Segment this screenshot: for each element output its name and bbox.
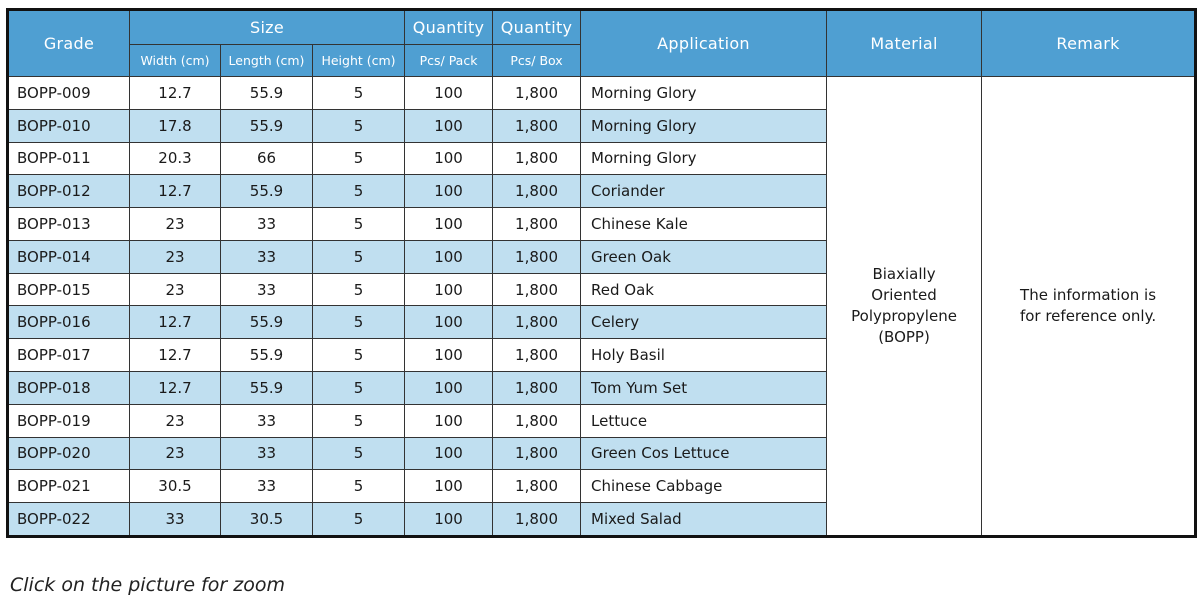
width-cell: 23 <box>130 273 221 306</box>
application-cell: Morning Glory <box>581 77 827 110</box>
grade-cell: BOPP-011 <box>8 142 130 175</box>
pcs-pack-cell: 100 <box>405 142 493 175</box>
application-cell: Tom Yum Set <box>581 372 827 405</box>
material-cell <box>827 77 982 537</box>
width-cell: 23 <box>130 404 221 437</box>
width-cell: 30.5 <box>130 470 221 503</box>
application-cell: Holy Basil <box>581 339 827 372</box>
length-cell: 66 <box>221 142 313 175</box>
width-cell: 23 <box>130 208 221 241</box>
pcs-box-cell: 1,800 <box>493 503 581 537</box>
application-cell: Green Oak <box>581 240 827 273</box>
application-cell: Red Oak <box>581 273 827 306</box>
width-cell: 12.7 <box>130 77 221 110</box>
height-cell: 5 <box>313 339 405 372</box>
length-cell: 55.9 <box>221 306 313 339</box>
pcs-box-cell: 1,800 <box>493 339 581 372</box>
height-cell: 5 <box>313 273 405 306</box>
height-cell: 5 <box>313 240 405 273</box>
length-cell: 33 <box>221 404 313 437</box>
height-cell: 5 <box>313 404 405 437</box>
length-cell: 33 <box>221 437 313 470</box>
pcs-pack-cell: 100 <box>405 77 493 110</box>
grade-cell: BOPP-010 <box>8 109 130 142</box>
width-cell: 23 <box>130 437 221 470</box>
pcs-pack-cell: 100 <box>405 240 493 273</box>
pcs-pack-cell: 100 <box>405 404 493 437</box>
header-quantity-box: Quantity <box>493 10 581 45</box>
pcs-pack-cell: 100 <box>405 437 493 470</box>
width-cell: 17.8 <box>130 109 221 142</box>
height-cell: 5 <box>313 208 405 241</box>
height-cell: 5 <box>313 175 405 208</box>
application-cell: Mixed Salad <box>581 503 827 537</box>
grade-cell: BOPP-014 <box>8 240 130 273</box>
header-material: Material <box>827 10 982 77</box>
pcs-box-cell: 1,800 <box>493 109 581 142</box>
length-cell: 55.9 <box>221 339 313 372</box>
header-length: Length (cm) <box>221 45 313 77</box>
application-cell: Coriander <box>581 175 827 208</box>
table-row <box>8 77 1196 110</box>
header-height: Height (cm) <box>313 45 405 77</box>
header-width: Width (cm) <box>130 45 221 77</box>
grade-cell: BOPP-022 <box>8 503 130 537</box>
length-cell: 55.9 <box>221 175 313 208</box>
pcs-box-cell: 1,800 <box>493 208 581 241</box>
pcs-pack-cell: 100 <box>405 273 493 306</box>
pcs-pack-cell: 100 <box>405 470 493 503</box>
application-cell: Chinese Cabbage <box>581 470 827 503</box>
header-grade: Grade <box>8 10 130 77</box>
height-cell: 5 <box>313 142 405 175</box>
pcs-box-cell: 1,800 <box>493 404 581 437</box>
pcs-pack-cell: 100 <box>405 503 493 537</box>
pcs-box-cell: 1,800 <box>493 437 581 470</box>
pcs-box-cell: 1,800 <box>493 175 581 208</box>
width-cell: 12.7 <box>130 372 221 405</box>
zoom-caption: Click on the picture for zoom <box>10 574 285 596</box>
length-cell: 33 <box>221 470 313 503</box>
application-cell: Celery <box>581 306 827 339</box>
grade-cell: BOPP-020 <box>8 437 130 470</box>
material-text: Biaxially Oriented Polypropylene (BOPP) <box>851 265 957 346</box>
height-cell: 5 <box>313 109 405 142</box>
length-cell: 55.9 <box>221 372 313 405</box>
product-spec-table <box>6 8 1197 538</box>
pcs-box-cell: 1,800 <box>493 470 581 503</box>
application-cell: Chinese Kale <box>581 208 827 241</box>
pcs-pack-cell: 100 <box>405 208 493 241</box>
width-cell: 12.7 <box>130 306 221 339</box>
pcs-box-cell: 1,800 <box>493 77 581 110</box>
grade-cell: BOPP-018 <box>8 372 130 405</box>
pcs-box-cell: 1,800 <box>493 240 581 273</box>
pcs-pack-cell: 100 <box>405 339 493 372</box>
width-cell: 20.3 <box>130 142 221 175</box>
width-cell: 12.7 <box>130 175 221 208</box>
grade-cell: BOPP-019 <box>8 404 130 437</box>
application-cell: Green Cos Lettuce <box>581 437 827 470</box>
table-body <box>8 77 1196 537</box>
pcs-box-cell: 1,800 <box>493 306 581 339</box>
length-cell: 55.9 <box>221 109 313 142</box>
width-cell: 12.7 <box>130 339 221 372</box>
grade-cell: BOPP-017 <box>8 339 130 372</box>
pcs-pack-cell: 100 <box>405 306 493 339</box>
header-pcs-box: Pcs/ Box <box>493 45 581 77</box>
grade-cell: BOPP-013 <box>8 208 130 241</box>
width-cell: 23 <box>130 240 221 273</box>
length-cell: 33 <box>221 273 313 306</box>
width-cell: 33 <box>130 503 221 537</box>
pcs-box-cell: 1,800 <box>493 372 581 405</box>
height-cell: 5 <box>313 77 405 110</box>
pcs-box-cell: 1,800 <box>493 273 581 306</box>
pcs-pack-cell: 100 <box>405 372 493 405</box>
application-cell: Morning Glory <box>581 142 827 175</box>
application-cell: Morning Glory <box>581 109 827 142</box>
application-cell: Lettuce <box>581 404 827 437</box>
table-header <box>8 10 1196 77</box>
header-application: Application <box>581 10 827 77</box>
header-quantity-pack: Quantity <box>405 10 493 45</box>
remark-text: The information is for reference only. <box>1019 286 1157 325</box>
grade-cell: BOPP-016 <box>8 306 130 339</box>
length-cell: 30.5 <box>221 503 313 537</box>
header-pcs-pack: Pcs/ Pack <box>405 45 493 77</box>
remark-cell <box>982 77 1196 537</box>
grade-cell: BOPP-012 <box>8 175 130 208</box>
grade-cell: BOPP-015 <box>8 273 130 306</box>
pcs-pack-cell: 100 <box>405 109 493 142</box>
height-cell: 5 <box>313 306 405 339</box>
pcs-pack-cell: 100 <box>405 175 493 208</box>
length-cell: 33 <box>221 208 313 241</box>
length-cell: 33 <box>221 240 313 273</box>
header-remark: Remark <box>982 10 1196 77</box>
height-cell: 5 <box>313 372 405 405</box>
height-cell: 5 <box>313 470 405 503</box>
pcs-box-cell: 1,800 <box>493 142 581 175</box>
height-cell: 5 <box>313 503 405 537</box>
header-size: Size <box>130 10 405 45</box>
height-cell: 5 <box>313 437 405 470</box>
grade-cell: BOPP-021 <box>8 470 130 503</box>
grade-cell: BOPP-009 <box>8 77 130 110</box>
length-cell: 55.9 <box>221 77 313 110</box>
